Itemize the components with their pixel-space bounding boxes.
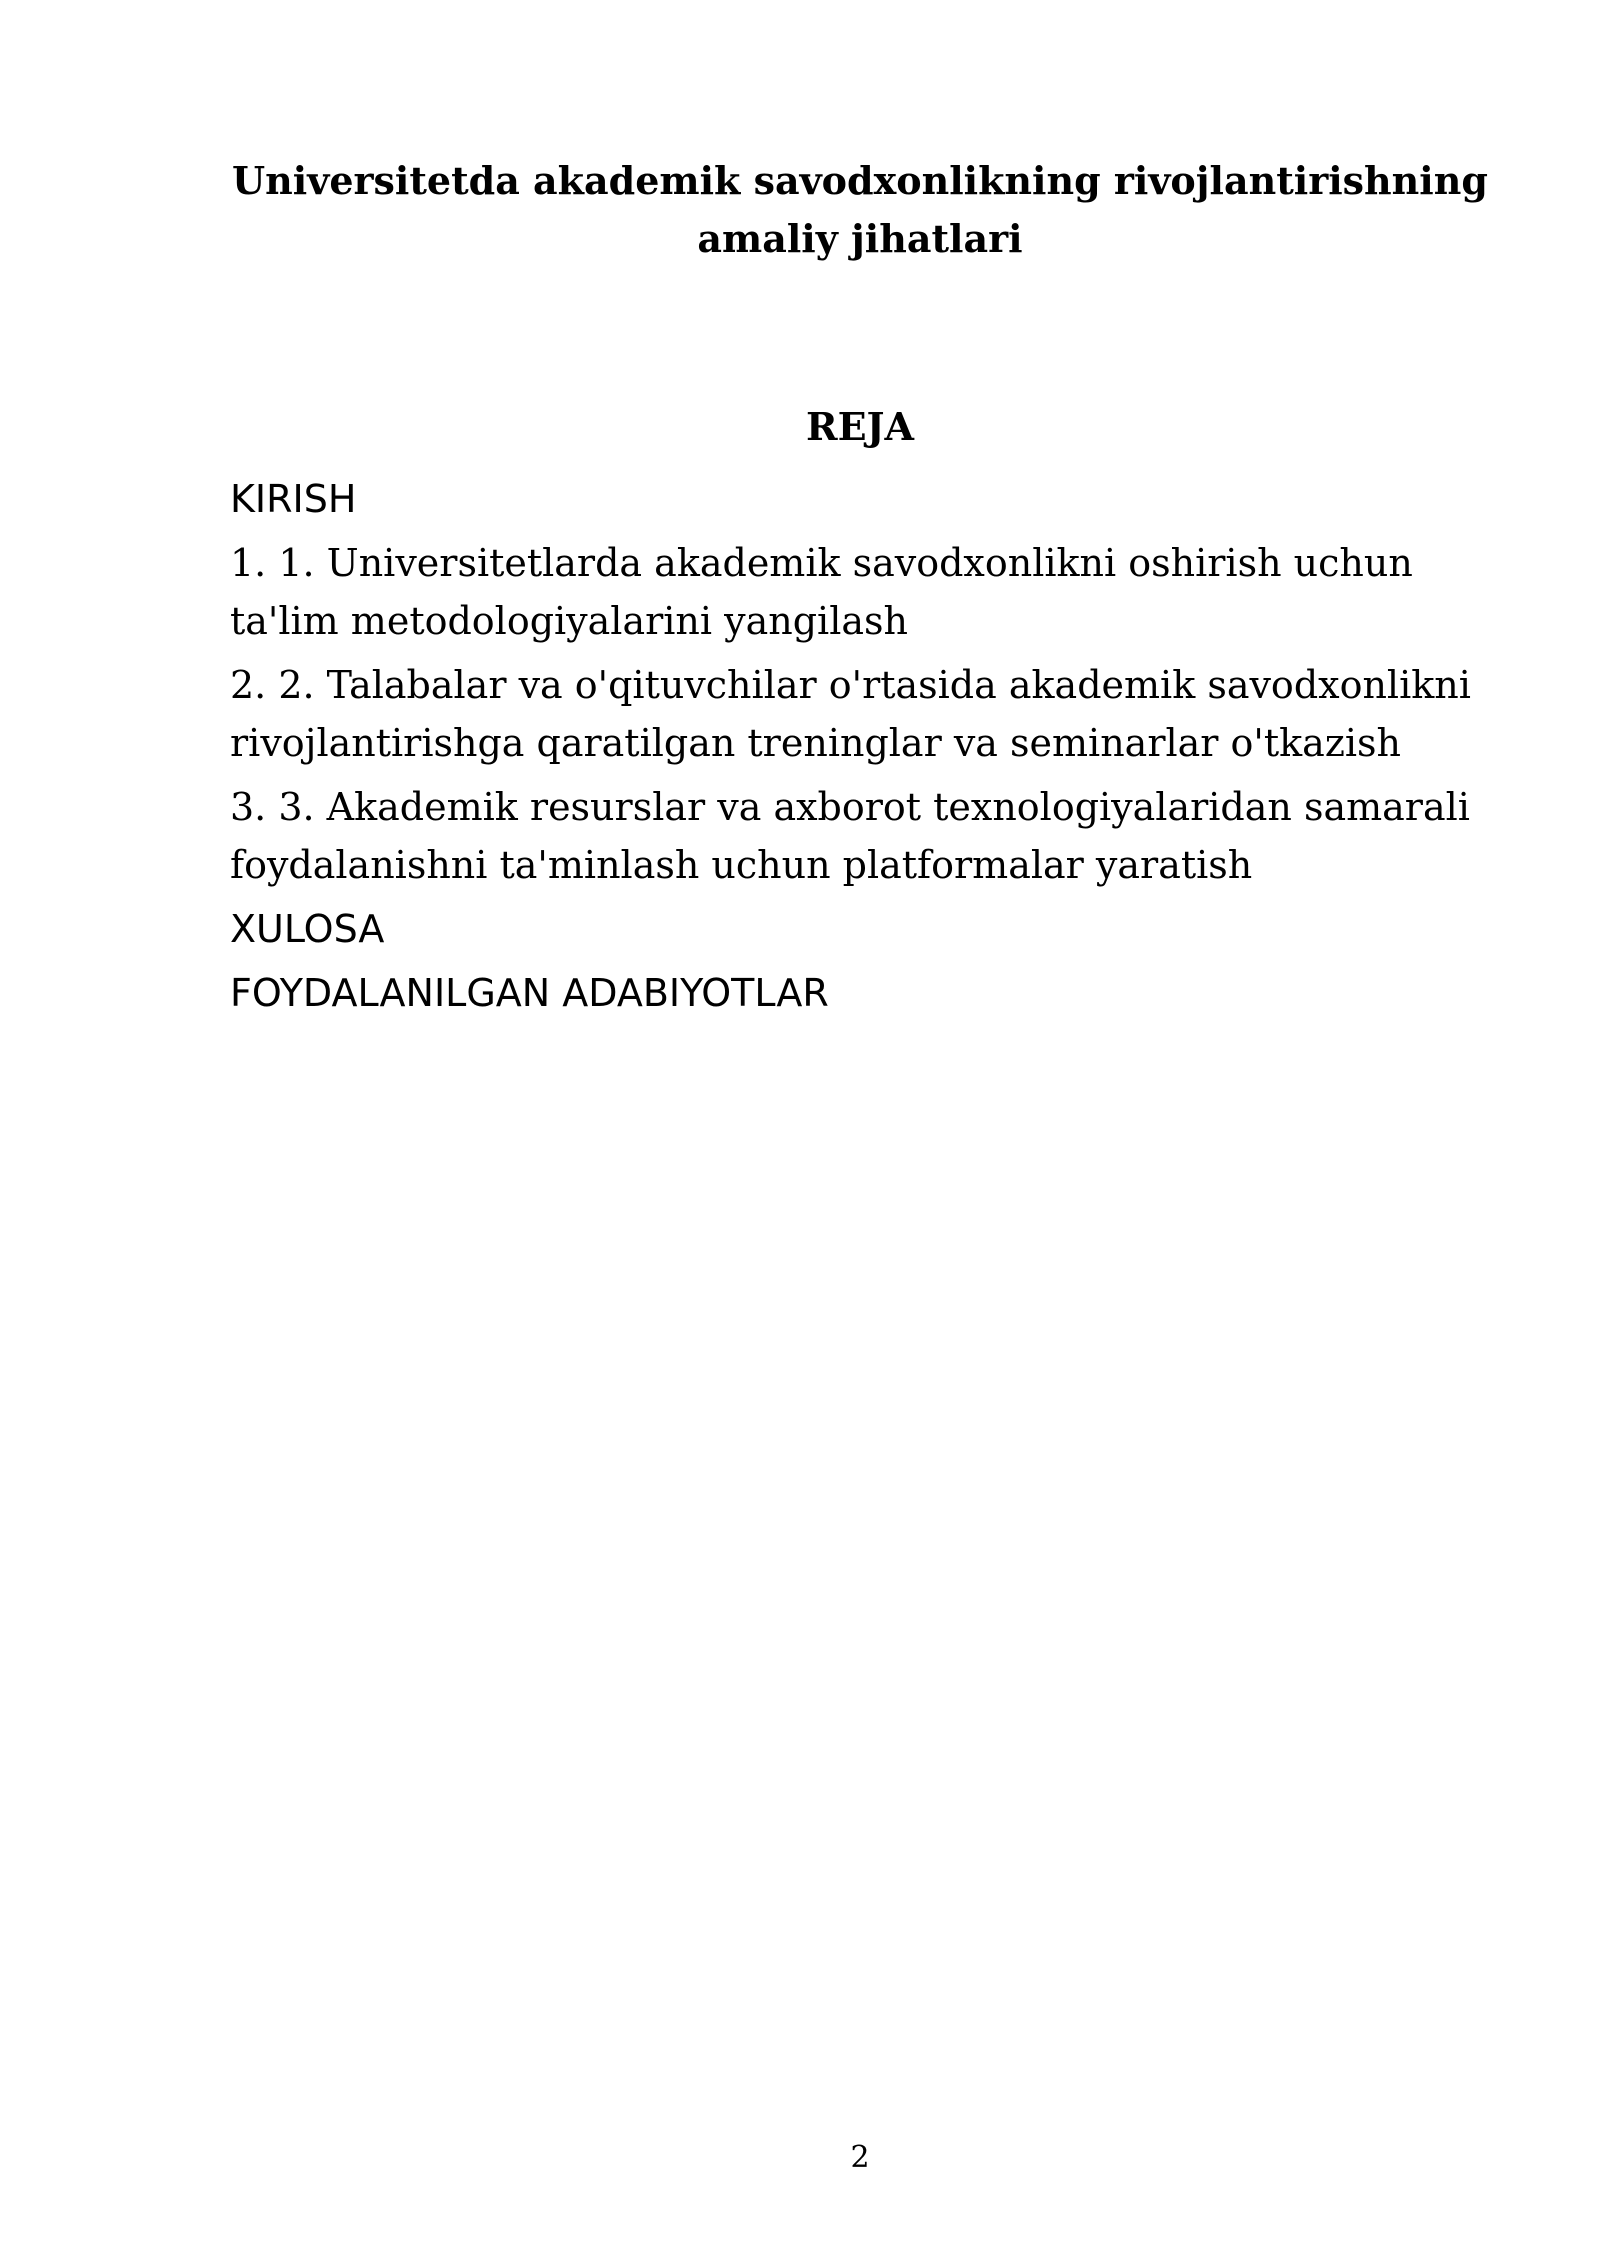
page-number: 2 (850, 2140, 870, 2175)
toc-item-conclusion: XULOSA (230, 907, 385, 951)
toc-item-1: 1. 1. Universitetlarda akademik savodxonlikni oshirish uchun ta'lim metodologiyalarini yangilash (230, 541, 1413, 643)
document-title: Universitetda akademik savodxonlikning rivojlantirishning amaliy jihatlari (232, 158, 1488, 261)
toc-item-references: FOYDALANILGAN ADABIYOTLAR (230, 971, 829, 1015)
toc-item-introduction: KIRISH (230, 477, 357, 521)
plan-heading: REJA (805, 404, 914, 449)
toc-item-3: 3. 3. Akademik resurslar va axborot texnologiyalaridan samarali foydalanishni ta'minlash uchun platformalar yaratish (230, 785, 1470, 887)
table-of-contents (230, 470, 1530, 1028)
toc-item-2: 2. 2. Talabalar va o'qituvchilar o'rtasida akademik savodxonlikni rivojlantirishga qaratilgan treninglar va seminarlar o'tkazish (230, 663, 1471, 765)
